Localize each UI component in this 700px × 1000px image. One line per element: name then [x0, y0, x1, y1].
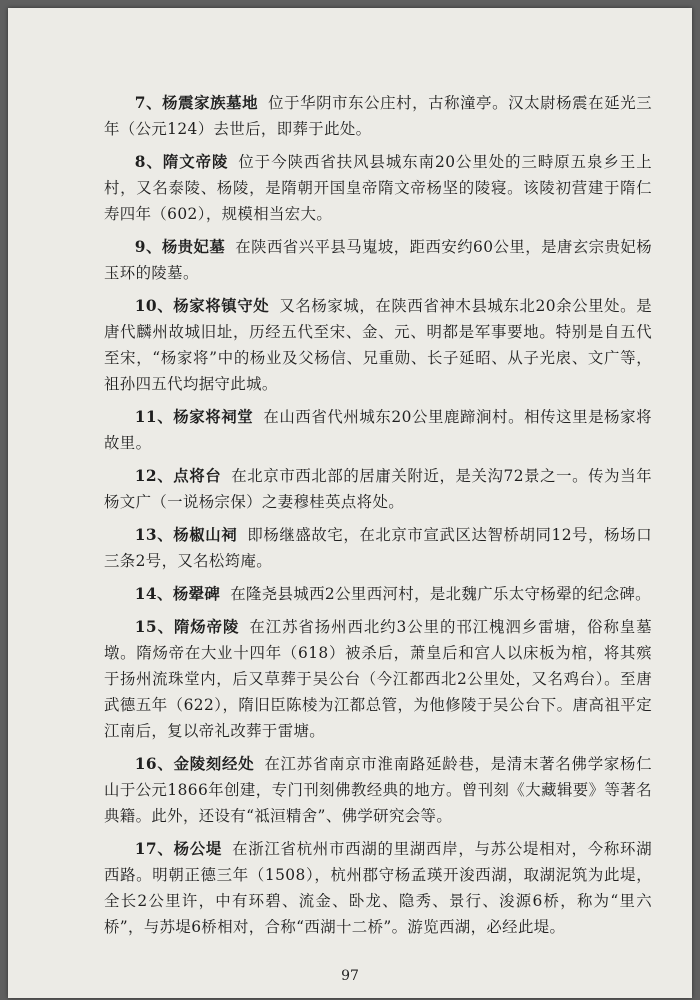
entry-text: 在浙江省杭州市西湖的里湖西岸，与苏公堤相对，今称环湖西路。明朝正德三年（1508），杭州郡守杨孟瑛开浚西湖，取湖泥筑为此堤，全长2公里许，中有环碧、流金、卧龙、隐秀、景行、浚源6桥，称为“里六桥”，与苏堤6桥相对，合称“西湖十二桥”。游览西湖，必经此堤。 — [104, 840, 652, 936]
entry-10 — [104, 293, 652, 397]
entry-number: 9、 — [134, 238, 162, 256]
entry-number: 15、 — [134, 618, 174, 636]
entry-17 — [104, 836, 652, 940]
entry-text: 位于今陕西省扶风县城东南20公里处的三畤原五泉乡王上村，又名泰陵、杨陵，是隋朝开国皇帝隋文帝杨坚的陵寝。该陵初营建于隋仁寿四年（602），规模相当宏大。 — [104, 153, 652, 223]
entry-list — [104, 90, 652, 947]
entry-title: 杨椒山祠 — [173, 526, 238, 544]
entry-14 — [104, 581, 652, 607]
entry-title: 隋文帝陵 — [162, 153, 229, 171]
entry-number: 14、 — [134, 585, 173, 603]
entry-number: 8、 — [134, 153, 163, 171]
entry-16 — [104, 751, 652, 829]
entry-12 — [104, 463, 652, 515]
entry-title: 杨翚碑 — [172, 585, 221, 603]
entry-text: 在江苏省南京市淮南路延龄巷，是清末著名佛学家杨仁山于公元1866年创建，专门刊刻佛教经典的地方。曾刊刻《大藏辑要》等著名典籍。此外，还设有“祗洹精舍”、佛学研究会等。 — [104, 755, 652, 825]
entry-title: 点将台 — [173, 467, 222, 485]
entry-number: 16、 — [134, 755, 174, 773]
entry-number: 11、 — [134, 408, 174, 426]
entry-text: 位于华阴市东公庄村，古称潼亭。汉太尉杨震在延光三年（公元124）去世后，即葬于此处。 — [104, 94, 652, 138]
entry-title: 金陵刻经处 — [173, 755, 255, 773]
entry-11 — [104, 404, 652, 456]
entry-text: 在隆尧县城西2公里西河村，是北魏广乐太守杨翚的纪念碑。 — [230, 585, 651, 603]
entry-number: 10、 — [134, 297, 174, 315]
entry-number: 12、 — [134, 467, 174, 485]
entry-title: 杨家将祠堂 — [173, 408, 254, 426]
entry-text: 在山西省代州城东20公里鹿蹄涧村。相传这里是杨家将故里。 — [104, 408, 652, 452]
entry-number: 13、 — [134, 526, 174, 544]
entry-title: 隋炀帝陵 — [173, 618, 240, 636]
entry-text: 即杨继盛故宅，在北京市宣武区达智桥胡同12号，杨场口三条2号，又名松筠庵。 — [104, 526, 652, 570]
entry-text: 在江苏省扬州西北约3公里的邗江槐泗乡雷塘，俗称皇墓墩。隋炀帝在大业十四年（618）被杀后，萧皇后和宫人以床板为棺，将其殡于扬州流珠堂内，后又草葬于吴公台（今江都西北2公里处，又名鸡台）。至唐武德五年（622），隋旧臣陈棱为江都总管，为他修陵于吴公台下。唐高祖平定江南后，复以帝礼改葬于雷塘。 — [104, 618, 653, 740]
entry-13 — [104, 522, 652, 574]
entry-title: 杨家将镇守处 — [173, 297, 270, 315]
entry-8 — [104, 149, 652, 227]
entry-number: 17、 — [134, 840, 174, 858]
entry-number: 7、 — [134, 94, 163, 112]
page-number: 97 — [341, 968, 359, 984]
entry-9 — [104, 234, 652, 286]
book-page — [8, 8, 692, 998]
entry-15 — [104, 614, 652, 744]
entry-title: 杨公堤 — [173, 840, 223, 858]
entry-text: 又名杨家城，在陕西省神木县城东北20余公里处。是唐代麟州故城旧址，历经五代至宋、金、元、明都是军事要地。特别是自五代至宋，“杨家将”中的杨业及父杨信、兄重勋、长子延昭、从子光扆、文广等，祖孙四五代均据守此城。 — [104, 297, 652, 393]
entry-text: 在北京市西北部的居庸关附近，是关沟72景之一。传为当年杨文广（一说杨宗保）之妻穆桂英点将处。 — [104, 467, 652, 511]
entry-7 — [104, 90, 652, 142]
entry-title: 杨震家族墓地 — [162, 94, 259, 112]
entry-title: 杨贵妃墓 — [161, 238, 226, 256]
entry-text: 在陕西省兴平县马嵬坡，距西安约60公里，是唐玄宗贵妃杨玉环的陵墓。 — [104, 238, 652, 282]
